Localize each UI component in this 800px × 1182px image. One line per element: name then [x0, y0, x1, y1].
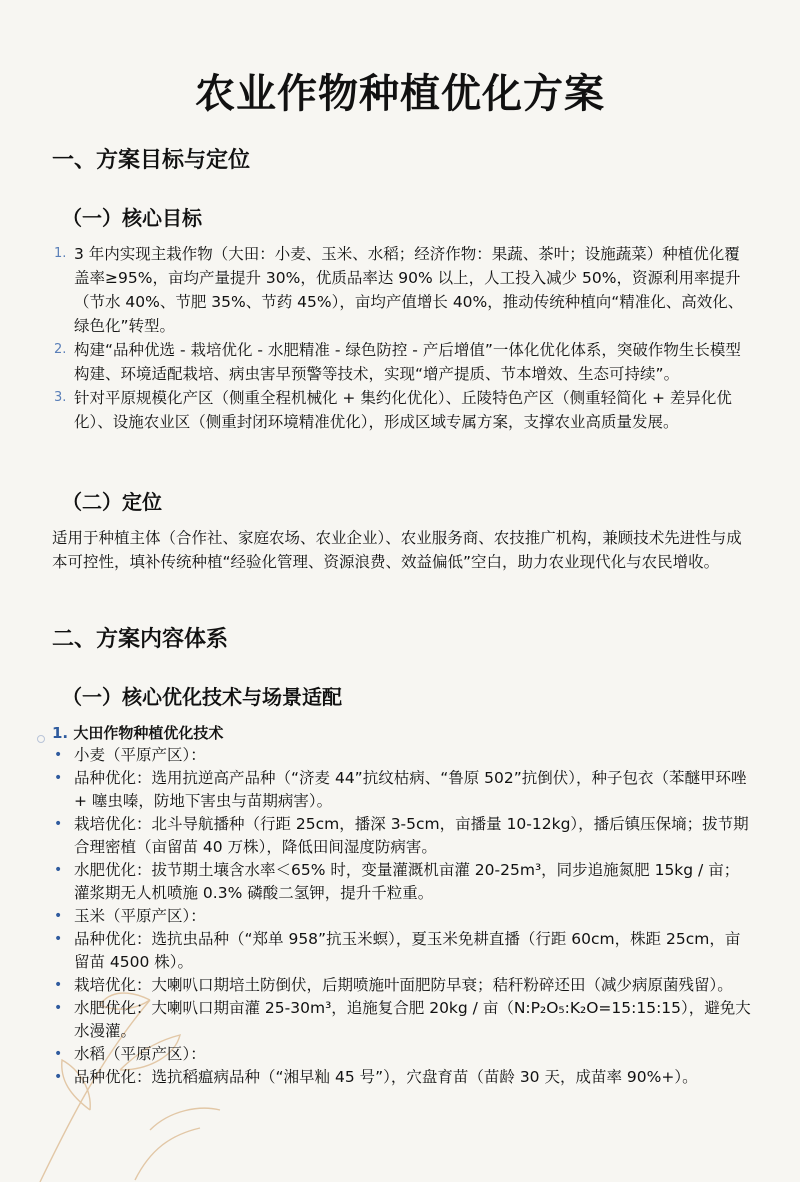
list-number: 3. [54, 390, 67, 405]
bullet-text: 小麦（平原产区）： [74, 746, 206, 764]
list-number: 2. [54, 342, 67, 357]
bullet-item [54, 859, 754, 905]
bullet-icon: • [54, 747, 63, 763]
list-item-text: 3 年内实现主栽作物（大田：小麦、玉米、水稻；经济作物：果蔬、茶叶；设施蔬菜）种植优化覆盖率≥95%，亩均产量提升 30%，优质品率达 90% 以上，人工投入减少 50%，资源利用率提升（节水 40%、节肥 35%、节药 45%），亩均产值增长 40%，推动传统种植向“精准化、高效化、绿色化”转型。 [74, 245, 744, 335]
bullet-icon: • [54, 1000, 63, 1016]
bullet-item [54, 767, 754, 813]
bullet-text: 水肥优化：大喇叭口期亩灌 25-30m³，追施复合肥 20kg / 亩（N:P₂O₅:K₂O=15:15:15），避免大水漫灌。 [74, 999, 751, 1040]
bullet-text: 水肥优化：拔节期土壤含水率＜65% 时，变量灌溉机亩灌 20-25m³，同步追施氮肥 15kg / 亩；灌浆期无人机喷施 0.3% 磷酸二氢钾，提升千粒重。 [74, 861, 740, 902]
bullet-text: 栽培优化：北斗导航播种（行距 25cm，播深 3-5cm，亩播量 10-12kg），播后镇压保墒；拔节期合理密植（亩留苗 40 万株），降低田间湿度防病害。 [74, 815, 749, 856]
item-title: 大田作物种植优化技术 [73, 724, 224, 742]
bullet-item [54, 974, 754, 997]
subsection-heading-core-tech: （一）核心优化技术与场景适配 [62, 685, 342, 709]
bullet-item [54, 813, 754, 859]
bullet-icon: • [54, 862, 63, 878]
marker-dot-icon [37, 735, 45, 743]
bullet-item [54, 1066, 754, 1089]
bullet-icon: • [54, 908, 63, 924]
subsection-heading-positioning: （二）定位 [62, 490, 162, 514]
list-item [54, 242, 754, 338]
subsection-heading-core-goals: （一）核心目标 [62, 206, 202, 230]
bullet-text: 栽培优化：大喇叭口期培土防倒伏，后期喷施叶面肥防早衰；秸秆粉碎还田（减少病原菌残留）。 [74, 976, 733, 994]
list-item [54, 338, 754, 386]
bullet-icon: • [54, 1069, 63, 1085]
list-item-text: 构建“品种优选 - 栽培优化 - 水肥精准 - 绿色防控 - 产后增值”一体化优化体系，突破作物生长模型构建、环境适配栽培、病虫害早预警等技术，实现“增产提质、节本增效、生态可持续”。 [74, 341, 741, 383]
section-heading-content: 二、方案内容体系 [52, 627, 229, 652]
bullet-text: 品种优化：选抗虫品种（“郑单 958”抗玉米螟），夏玉米免耕直播（行距 60cm，株距 25cm，亩留苗 4500 株）。 [74, 930, 741, 971]
bullet-item [54, 905, 754, 928]
bullet-text: 品种优化：选用抗逆高产品种（“济麦 44”抗纹枯病、“鲁原 502”抗倒伏），种子包衣（苯醚甲环唑 + 噻虫嗪，防地下害虫与苗期病害）。 [74, 769, 747, 810]
bullet-icon: • [54, 931, 63, 947]
list-item-text: 针对平原规模化产区（侧重全程机械化 + 集约化优化）、丘陵特色产区（侧重轻简化 + 差异化优化）、设施农业区（侧重封闭环境精准优化），形成区域专属方案，支撑农业高质量发展。 [74, 389, 732, 431]
item-heading-field-crops [52, 722, 223, 743]
item-number: 1. [52, 724, 69, 742]
bullet-icon: • [54, 816, 63, 832]
bullet-icon: • [54, 977, 63, 993]
bullet-item [54, 928, 754, 974]
bullet-text: 水稻（平原产区）： [74, 1045, 206, 1063]
core-goals-list [54, 242, 754, 434]
section-heading-goals: 一、方案目标与定位 [52, 148, 251, 173]
list-number: 1. [54, 246, 67, 261]
bullet-item [54, 744, 754, 767]
bullet-icon: • [54, 1046, 63, 1062]
bullet-item [54, 1043, 754, 1066]
field-crop-bullet-list [54, 744, 754, 1089]
page-title: 农业作物种植优化方案 [195, 71, 605, 117]
list-item [54, 386, 754, 434]
bullet-item [54, 997, 754, 1043]
bullet-text: 品种优化：选抗稻瘟病品种（“湘早籼 45 号”），穴盘育苗（苗龄 30 天，成苗率 90%+）。 [74, 1068, 698, 1086]
bullet-text: 玉米（平原产区）： [74, 907, 206, 925]
bullet-icon: • [54, 770, 63, 786]
positioning-paragraph: 适用于种植主体（合作社、家庭农场、农业企业）、农业服务商、农技推广机构，兼顾技术先进性与成本可控性，填补传统种植“经验化管理、资源浪费、效益偏低”空白，助力农业现代化与农民增收。 [52, 529, 742, 571]
